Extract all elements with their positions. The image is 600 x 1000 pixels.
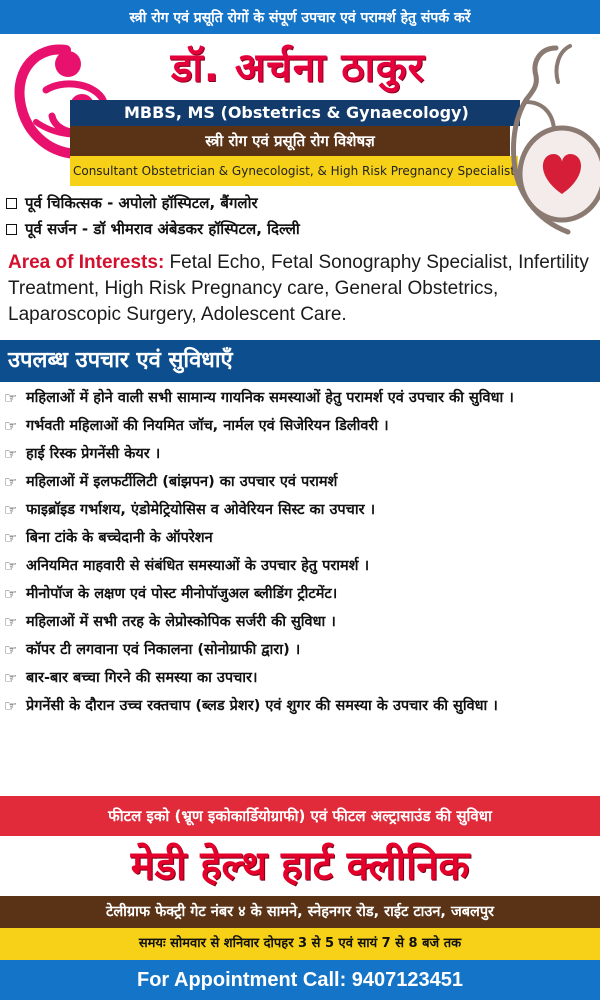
fetal-echo-banner: फीटल इको (भ्रूण इकोकार्डियोग्राफी) एवं फीटल अल्ट्रासाउंड की सुविधा: [0, 796, 600, 836]
service-text: गर्भवती महिलाओं की नियमित जॉच, नार्मल एवं सिजेरियन डिलीवरी ।: [26, 418, 389, 434]
list-item: [4, 608, 596, 636]
list-item: [4, 440, 596, 468]
list-item: [4, 412, 596, 440]
service-text: अनियमित माहवारी से संबंधित समस्याओं के उपचार हेतु परामर्श ।: [26, 558, 370, 574]
clinic-address: टेलीग्राफ फेक्ट्री गेट नंबर ४ के सामने, स्नेहनगर रोड, राईट टाउन, जबलपुर: [0, 896, 600, 928]
facilities-heading-bar: [0, 340, 600, 382]
pointing-hand-icon: ☞: [4, 529, 18, 547]
list-item: [4, 636, 596, 664]
services-list: [4, 384, 596, 720]
list-item: [4, 580, 596, 608]
list-item: [4, 524, 596, 552]
consultant-title: Consultant Obstetrician & Gynecologist, & High Risk Pregnancy Specialist: [70, 156, 518, 186]
pointing-hand-icon: ☞: [4, 417, 18, 435]
list-item: [4, 692, 596, 720]
service-text: बार-बार बच्चा गिरने की समस्या का उपचार।: [26, 670, 258, 686]
previous-role-text: पूर्व सर्जन - डॉ भीमराव अंबेडकर हॉस्पिटल, दिल्ली: [25, 220, 300, 238]
service-text: मीनोपॉज के लक्षण एवं पोस्ट मीनोपॉजुअल ब्लीडिंग ट्रीटमेंट।: [26, 586, 338, 602]
previous-role-item: [6, 216, 486, 242]
service-text: कॉपर टी लगवाना एवं निकालना (सोनोग्राफी द्वारा) ।: [26, 642, 301, 658]
interests-label: Area of Interests:: [8, 252, 165, 273]
checkbox-icon: [6, 224, 17, 235]
list-item: [4, 468, 596, 496]
service-text: महिलाओं में इलफर्टीलिटी (बांझपन) का उपचार एवं परामर्श: [26, 474, 338, 490]
pointing-hand-icon: ☞: [4, 501, 18, 519]
clinic-timing: समयः सोमवार से शनिवार दोपहर 3 से 5 एवं सायं 7 से 8 बजे तक: [0, 928, 600, 960]
service-text: हाई रिस्क प्रेगनेंसी केयर ।: [26, 446, 161, 462]
interests-text: Fetal Echo, Fetal Sonography Specialist, Infertility Treatment, High Risk Pregnancy care, General Obstetrics, Laparoscopic Surgery, Adolescent Care.: [8, 252, 589, 325]
service-text: बिना टांके के बच्चेदानी के ऑपरेशन: [26, 530, 213, 546]
service-text: फाइब्रॉइड गर्भाशय, एंडोमेट्रियोसिस व ओवेरियन सिस्ट का उपचार ।: [26, 502, 376, 518]
list-item: [4, 384, 596, 412]
checkbox-icon: [6, 198, 17, 209]
pointing-hand-icon: ☞: [4, 473, 18, 491]
pregnant-woman-heart-icon: [496, 42, 600, 242]
clinic-name: मेडी हेल्थ हार्ट क्लीनिक: [130, 843, 470, 889]
pointing-hand-icon: ☞: [4, 445, 18, 463]
doctor-name: डॉ. अर्चना ठाकुर: [170, 45, 425, 91]
list-item: [4, 664, 596, 692]
appointment-phone[interactable]: For Appointment Call: 9407123451: [0, 960, 600, 1000]
pointing-hand-icon: ☞: [4, 585, 18, 603]
previous-role-text: पूर्व चिकित्सक - अपोलो हॉस्पिटल, बैंगलोर: [25, 194, 258, 212]
doctor-specialty: स्त्री रोग एवं प्रसूति रोग विशेषज्ञ: [70, 126, 510, 156]
pointing-hand-icon: ☞: [4, 557, 18, 575]
pointing-hand-icon: ☞: [4, 697, 18, 715]
service-text: महिलाओं में सभी तरह के लेप्रोस्कोपिक सर्जरी की सुविधा ।: [26, 614, 336, 630]
areas-of-interest: [8, 250, 598, 328]
service-text: महिलाओं में होने वाली सभी सामान्य गायनिक समस्याओं हेतु परामर्श एवं उपचार की सुविधा ।: [26, 390, 514, 406]
service-text: प्रेगनेंसी के दौरान उच्च रक्तचाप (ब्लड प्रेशर) एवं शुगर की समस्या के उपचार की सुविधा ।: [26, 698, 498, 714]
pointing-hand-icon: ☞: [4, 613, 18, 631]
previous-roles: [6, 190, 486, 242]
pointing-hand-icon: ☞: [4, 669, 18, 687]
previous-role-item: [6, 190, 486, 216]
pointing-hand-icon: ☞: [4, 389, 18, 407]
top-banner: स्त्री रोग एवं प्रसूति रोगों के संपूर्ण उपचार एवं परामर्श हेतु संपर्क करें: [0, 0, 600, 34]
doctor-degree: MBBS, MS (Obstetrics & Gynaecology): [70, 100, 520, 126]
facilities-heading: उपलब्ध उपचार एवं सुविधाएँ: [8, 348, 233, 373]
pointing-hand-icon: ☞: [4, 641, 18, 659]
list-item: [4, 552, 596, 580]
list-item: [4, 496, 596, 524]
